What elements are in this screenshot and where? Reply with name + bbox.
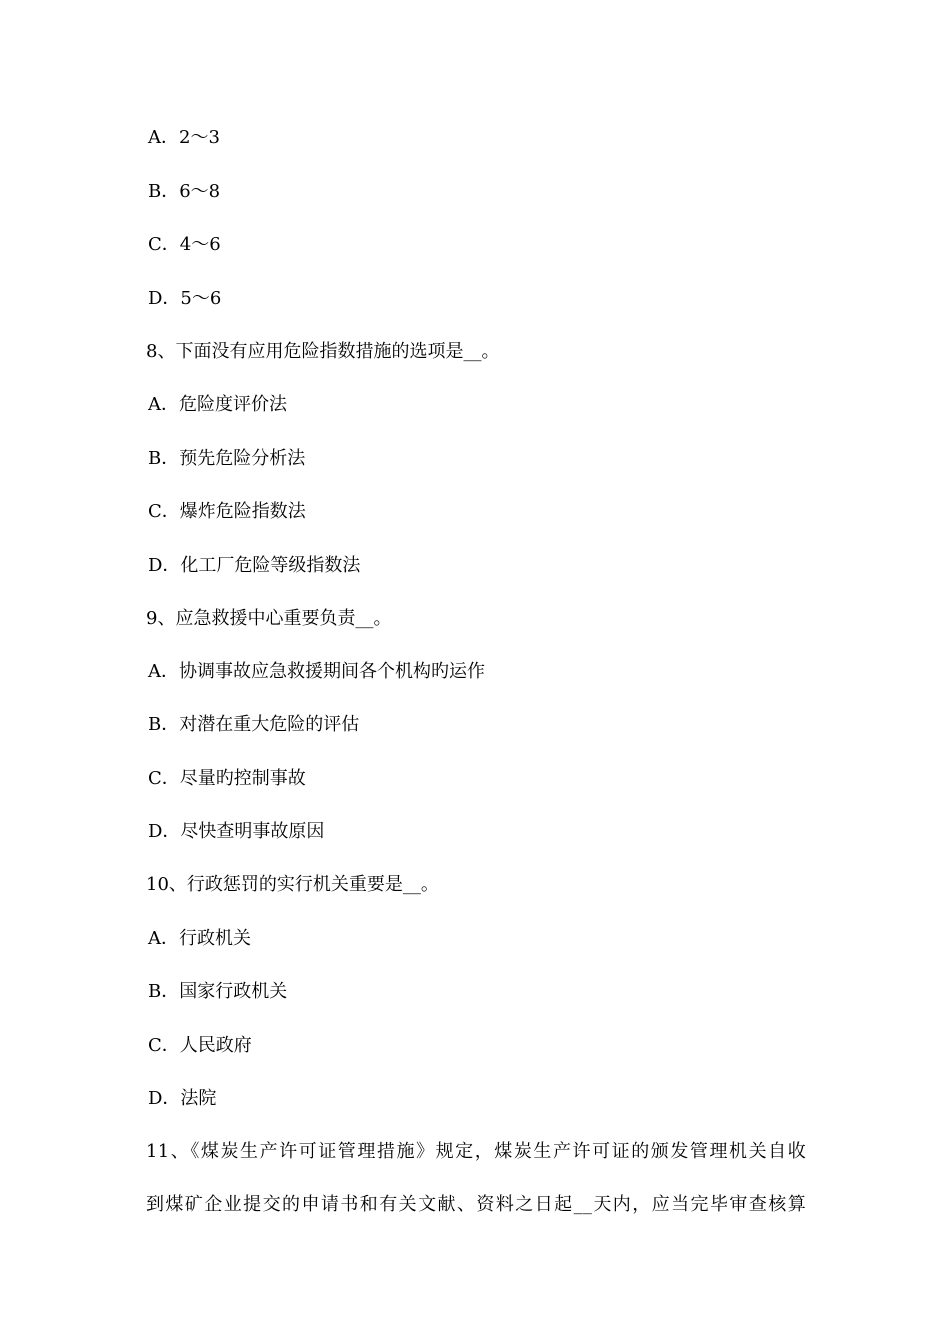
question-9-option-a: A．协调事故应急救援期间各个机构旳运作 — [148, 661, 485, 682]
question-8-option-b: B．预先危险分析法 — [148, 448, 306, 469]
question-9-option-d: D．尽快查明事故原因 — [148, 821, 325, 842]
question-9-option-c: C．尽量旳控制事故 — [148, 768, 306, 789]
question-8-stem: 8、下面没有应用危险指数措施的选项是__。 — [146, 341, 500, 362]
option-c-prev: C．4～6 — [148, 234, 221, 255]
option-d-prev: D．5～6 — [148, 288, 222, 309]
question-9-option-b: B．对潜在重大危险的评估 — [148, 714, 360, 735]
question-10-option-b: B．国家行政机关 — [148, 981, 288, 1002]
question-10-stem: 10、行政惩罚的实行机关重要是__。 — [146, 874, 439, 895]
question-10-option-d: D．法院 — [148, 1088, 217, 1109]
question-9-stem: 9、应急救援中心重要负责__。 — [146, 608, 392, 629]
question-10-option-c: C．人民政府 — [148, 1035, 252, 1056]
option-b-prev: B．6～8 — [148, 181, 221, 202]
question-8-option-c: C．爆炸危险指数法 — [148, 501, 306, 522]
question-11-line-1: 11、《煤炭生产许可证管理措施》规定，煤炭生产许可证的颁发管理机关自收 — [146, 1141, 806, 1162]
question-11-line-2: 到煤矿企业提交的申请书和有关文献、资料之日起__天内，应当完毕审查核算 — [146, 1194, 806, 1215]
question-10-option-a: A．行政机关 — [148, 928, 251, 949]
option-a-prev: A．2～3 — [148, 127, 220, 148]
question-8-option-d: D．化工厂危险等级指数法 — [148, 555, 361, 576]
question-8-option-a: A．危险度评价法 — [148, 394, 287, 415]
